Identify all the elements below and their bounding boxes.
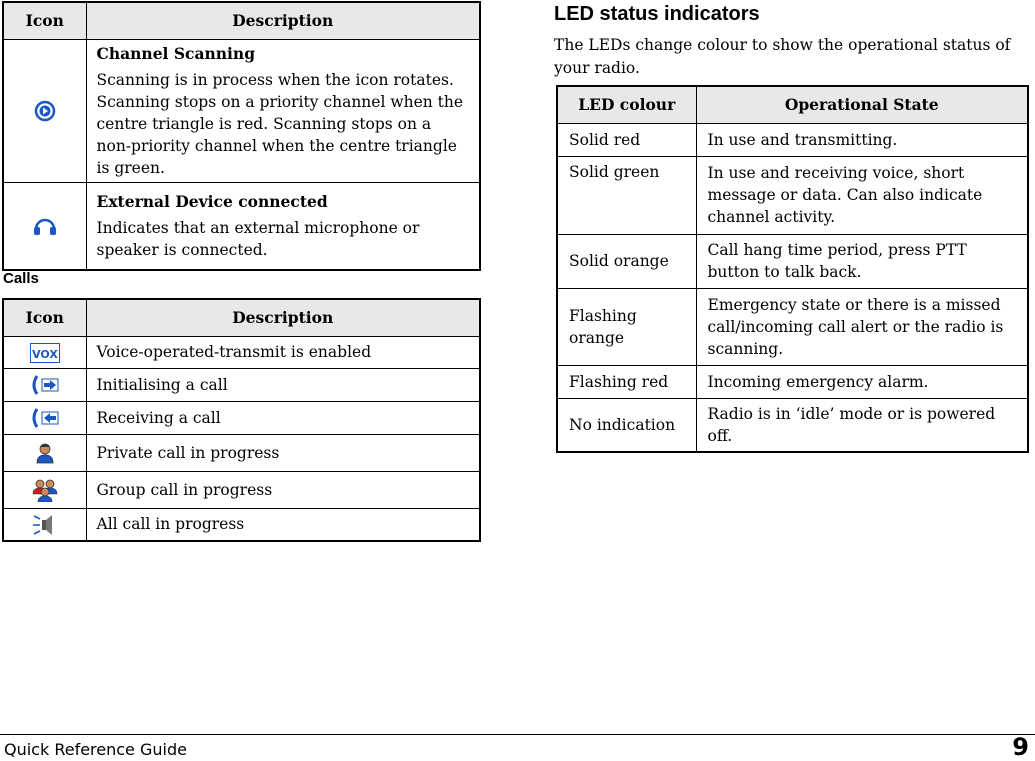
calls-table	[2, 298, 481, 542]
external-device-title: External Device connected	[96, 191, 328, 211]
led-status-heading: LED status indicators	[554, 3, 760, 25]
operational-state-header: Operational State	[696, 86, 1028, 123]
led-colour-cell: Flashing orange	[557, 288, 696, 365]
table-row	[3, 401, 480, 434]
table-row	[557, 156, 1028, 234]
calls-heading: Calls	[3, 270, 39, 287]
operational-state-cell: Call hang time period, press PTT button to talk back.	[696, 234, 1028, 288]
channel-scanning-description: Scanning is in process when the icon rotates. Scanning stops on a priority channel when the centre triangle is red. Scanning stops on a non-priority channel when the centre triangle is green.	[96, 70, 464, 177]
led-colour-cell: Solid green	[557, 156, 696, 234]
led-status-table	[556, 85, 1029, 453]
initialising-call-icon	[30, 374, 60, 396]
table-row	[3, 434, 480, 471]
description-column-header: Description	[86, 299, 480, 336]
table-row	[557, 365, 1028, 398]
led-colour-header: LED colour	[557, 86, 696, 123]
led-colour-cell: Flashing red	[557, 365, 696, 398]
led-colour-cell: No indication	[557, 398, 696, 452]
table-row	[3, 471, 480, 508]
headset-icon	[32, 215, 58, 237]
description-column-header: Description	[86, 2, 480, 39]
private-call-description: Private call in progress	[86, 434, 480, 471]
led-colour-cell: Solid red	[557, 123, 696, 156]
table-row	[3, 508, 480, 541]
vox-description: Voice-operated-transmit is enabled	[86, 336, 480, 368]
table-row	[557, 123, 1028, 156]
external-device-description: Indicates that an external microphone or speaker is connected.	[96, 218, 420, 259]
all-call-description: All call in progress	[86, 508, 480, 541]
footer-divider	[0, 734, 1035, 735]
operational-state-cell: Radio is in ‘idle’ mode or is powered off.	[696, 398, 1028, 452]
group-call-description: Group call in progress	[86, 471, 480, 508]
receiving-call-description: Receiving a call	[86, 401, 480, 434]
icon-column-header: Icon	[3, 2, 86, 39]
all-call-icon	[32, 514, 58, 536]
channel-scanning-title: Channel Scanning	[96, 43, 256, 63]
table-row	[557, 398, 1028, 452]
vox-icon	[30, 343, 60, 363]
icon-column-header: Icon	[3, 299, 86, 336]
table-row	[3, 336, 480, 368]
table-row	[3, 39, 480, 182]
status-icons-table	[2, 1, 481, 271]
operational-state-cell: Incoming emergency alarm.	[696, 365, 1028, 398]
operational-state-cell: In use and transmitting.	[696, 123, 1028, 156]
operational-state-cell: In use and receiving voice, short message or data. Can also indicate channel activity.	[696, 156, 1028, 234]
private-call-icon	[34, 442, 56, 464]
led-colour-cell: Solid orange	[557, 234, 696, 288]
group-call-icon	[32, 478, 58, 502]
table-row	[3, 368, 480, 401]
table-row	[3, 182, 480, 270]
footer-title: Quick Reference Guide	[4, 740, 187, 759]
receiving-call-icon	[30, 407, 60, 429]
initialising-call-description: Initialising a call	[86, 368, 480, 401]
operational-state-cell: Emergency state or there is a missed call/incoming call alert or the radio is scanning.	[696, 288, 1028, 365]
svg-text:VOX: VOX	[31, 348, 58, 361]
table-row	[557, 234, 1028, 288]
page-number: 9	[1012, 733, 1029, 761]
channel-scanning-icon	[34, 100, 56, 122]
led-intro-text: The LEDs change colour to show the operational status of your radio.	[554, 36, 1011, 77]
table-row	[557, 288, 1028, 365]
